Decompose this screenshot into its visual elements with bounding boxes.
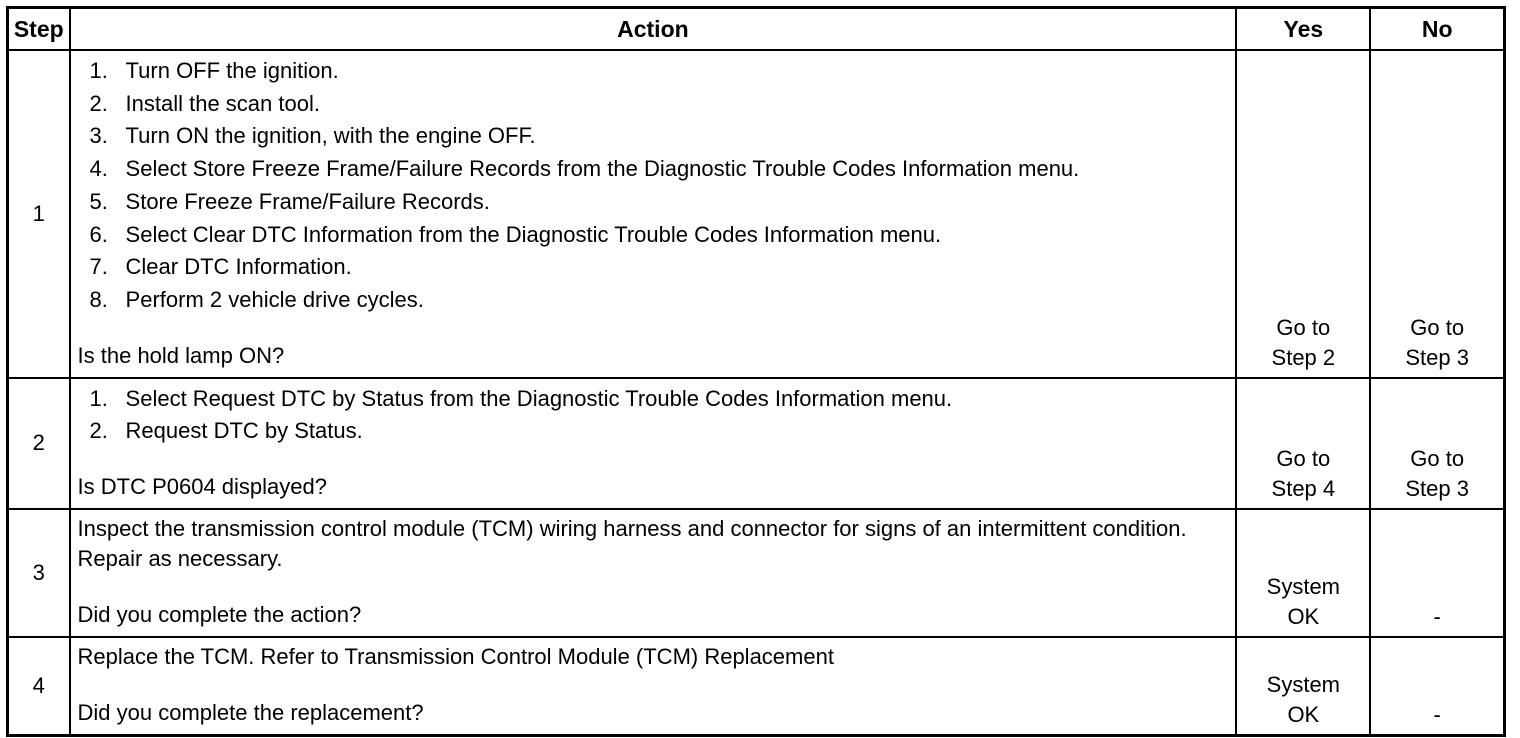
list-item [90,120,1228,153]
no-result-line1: Go to [1410,314,1465,340]
table-row [8,509,1505,637]
yes-cell [1236,637,1370,736]
item-number: 7. [89,254,108,280]
list-item [90,251,1228,284]
step-question: Is DTC P0604 displayed? [77,474,327,500]
action-cell [70,637,1237,736]
list-item [90,284,1228,317]
no-result-line2: Step 3 [1405,344,1469,370]
yes-cell [1236,509,1370,637]
yes-result-line2: Step 4 [1271,476,1336,502]
yes-cell [1236,50,1370,378]
list-item [90,219,1228,252]
action-cell [70,378,1237,509]
no-cell [1370,637,1504,736]
list-item [90,153,1228,186]
header-step: Step [8,8,70,51]
item-text: Select Store Freeze Frame/Failure Records from the Diagnostic Trouble Codes Information menu. [125,156,1080,182]
item-text: Perform 2 vehicle drive cycles. [125,286,424,312]
list-item [90,55,1228,88]
item-text: Select Request DTC by Status from the Diagnostic Trouble Codes Information menu. [125,385,953,411]
action-cell [70,50,1237,378]
item-text: Store Freeze Frame/Failure Records. [125,188,490,214]
yes-result-line2: Step 2 [1271,344,1336,370]
step-number: 4 [8,637,70,736]
yes-result-line1: Go to [1276,446,1331,472]
table-row [8,50,1505,378]
list-item [90,383,1228,416]
item-number: 2. [89,418,108,444]
step-question: Is the hold lamp ON? [77,342,285,368]
table-row [8,637,1505,736]
no-result-line1: Go to [1410,446,1465,472]
action-paragraph: Replace the TCM. Refer to Transmission Control Module (TCM) Replacement [77,644,834,670]
list-item [90,186,1228,219]
diagnostic-table [6,6,1506,737]
item-number: 8. [89,286,108,312]
item-number: 5. [89,188,108,214]
yes-result-line2: OK [1287,604,1320,630]
yes-result-line2: OK [1287,702,1320,728]
step-number: 1 [8,50,70,378]
no-result-line2: Step 3 [1405,476,1469,502]
table-row [8,378,1505,509]
item-number: 2. [89,90,108,116]
item-number: 1. [89,58,108,83]
instruction-list [78,55,1228,317]
no-cell [1370,50,1504,378]
item-text: Turn OFF the ignition. [125,58,339,83]
step-question: Did you complete the action? [77,602,362,628]
no-cell [1370,378,1504,509]
item-text: Install the scan tool. [125,90,320,116]
no-result-line2: - [1433,702,1441,728]
action-paragraph: Inspect the transmission control module (TCM) wiring harness and connector for signs of an intermittent condition. Repair as necessary. [77,516,1187,572]
item-number: 1. [89,385,108,411]
item-number: 3. [89,123,108,149]
header-no: No [1370,8,1504,51]
no-cell [1370,509,1504,637]
step-question: Did you complete the replacement? [77,700,424,726]
item-number: 4. [89,156,108,182]
yes-result-line1: Go to [1276,314,1331,340]
item-number: 6. [89,221,108,247]
step-number: 3 [8,509,70,637]
yes-result-line1: System [1266,574,1341,600]
item-text: Request DTC by Status. [125,418,363,444]
list-item [90,88,1228,121]
yes-result-line1: System [1266,672,1341,698]
header-action: Action [70,8,1237,51]
yes-cell [1236,378,1370,509]
instruction-list [78,383,1228,448]
action-cell [70,509,1237,637]
item-text: Turn ON the ignition, with the engine OFF. [125,123,536,149]
item-text: Clear DTC Information. [125,254,352,280]
item-text: Select Clear DTC Information from the Diagnostic Trouble Codes Information menu. [125,221,942,247]
list-item [90,415,1228,448]
header-yes: Yes [1236,8,1370,51]
header-row [8,8,1505,51]
no-result-line2: - [1433,604,1441,630]
step-number: 2 [8,378,70,509]
